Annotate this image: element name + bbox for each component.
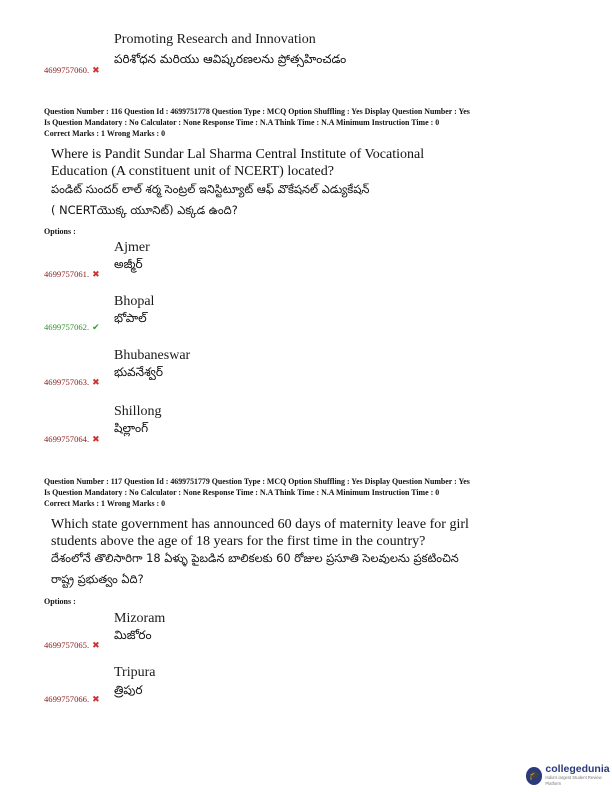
question-text-telugu-line1: దేశంలోనే తొలిసారిగా 18 ఏళ్ళు పైబడిన బాలికలకు 60 రోజుల ప్రసూతి సెలవులను ప్రకటించిన	[51, 551, 459, 565]
question-meta-line1: Question Number : 116 Question Id : 4699751778 Question Type : MCQ Option Shuffling : Yes Display Question Number : Yes	[44, 107, 470, 116]
question-text-telugu-line1: పండిట్ సుందర్ లాల్ శర్మ సెంట్రల్ ఇనిస్టిట్యూట్ ఆఫ్ వొకేషనల్ ఎడ్యుకేషన్	[51, 182, 370, 196]
graduation-cap-icon: 🎓	[526, 767, 542, 785]
question-meta-line2: Is Question Mandatory : No Calculator : None Response Time : N.A Think Time : N.A Minimum Instruction Time : 0	[44, 118, 440, 127]
logo-tagline: India's largest Student Review Platform	[545, 775, 602, 786]
option-id: 4699757065. ✖	[44, 640, 100, 650]
question-meta-line3: Correct Marks : 1 Wrong Marks : 0	[44, 499, 166, 508]
option-english: Bhubaneswar	[114, 348, 191, 363]
cross-icon: ✖	[92, 269, 100, 279]
question-text-telugu-line2: ( NCERTయొక్క యూనిట్) ఎక్కడ ఉంది?	[51, 203, 238, 217]
options-label: Options :	[44, 597, 76, 606]
question-meta-line1: Question Number : 117 Question Id : 4699751779 Question Type : MCQ Option Shuffling : Yes Display Question Number : Yes	[44, 477, 470, 486]
option-id: 4699757061. ✖	[44, 269, 100, 279]
option-english: Shillong	[114, 404, 162, 419]
option-telugu: భువనేశ్వర్	[114, 365, 164, 379]
option-id: 4699757060. ✖	[44, 65, 100, 75]
checkmark-icon: ✔	[92, 322, 100, 332]
option-telugu: షిల్లాంగ్	[114, 421, 149, 435]
question-text-english-line2: students above the age of 18 years for the first time in the country?	[51, 534, 426, 549]
option-id: 4699757066. ✖	[44, 694, 100, 704]
cross-icon: ✖	[92, 65, 100, 75]
question-text-english-line1: Which state government has announced 60 days of maternity leave for girl	[51, 517, 469, 532]
option-english: Promoting Research and Innovation	[114, 32, 316, 47]
option-id-correct: 4699757062. ✔	[44, 322, 100, 332]
option-telugu: మిజోరం	[114, 628, 152, 642]
option-english: Tripura	[114, 665, 156, 680]
cross-icon: ✖	[92, 434, 100, 444]
options-label: Options :	[44, 227, 76, 236]
option-id: 4699757064. ✖	[44, 434, 100, 444]
option-telugu: అజ్మీర్	[114, 257, 143, 271]
logo-name: collegedunia	[545, 763, 610, 775]
question-text-english-line1: Where is Pandit Sundar Lal Sharma Central Institute of Vocational	[51, 147, 425, 162]
question-meta-line3: Correct Marks : 1 Wrong Marks : 0	[44, 129, 166, 138]
cross-icon: ✖	[92, 377, 100, 387]
collegedunia-logo	[526, 764, 612, 787]
option-english: Mizoram	[114, 611, 166, 626]
question-meta-line2: Is Question Mandatory : No Calculator : None Response Time : N.A Think Time : N.A Minimum Instruction Time : 0	[44, 488, 440, 497]
option-id: 4699757063. ✖	[44, 377, 100, 387]
option-telugu: త్రిపుర	[114, 683, 143, 697]
option-telugu: భోపాల్	[114, 311, 147, 325]
cross-icon: ✖	[92, 640, 100, 650]
option-english: Ajmer	[114, 240, 150, 255]
question-text-telugu-line2: రాష్ట్ర ప్రభుత్వం ఏది?	[51, 572, 144, 586]
option-telugu: పరిశోధన మరియు ఆవిష్కరణలను ప్రోత్సహించడం	[114, 52, 347, 66]
option-english: Bhopal	[114, 294, 155, 309]
cross-icon: ✖	[92, 694, 100, 704]
question-text-english-line2: Education (A constituent unit of NCERT) located?	[51, 164, 334, 179]
